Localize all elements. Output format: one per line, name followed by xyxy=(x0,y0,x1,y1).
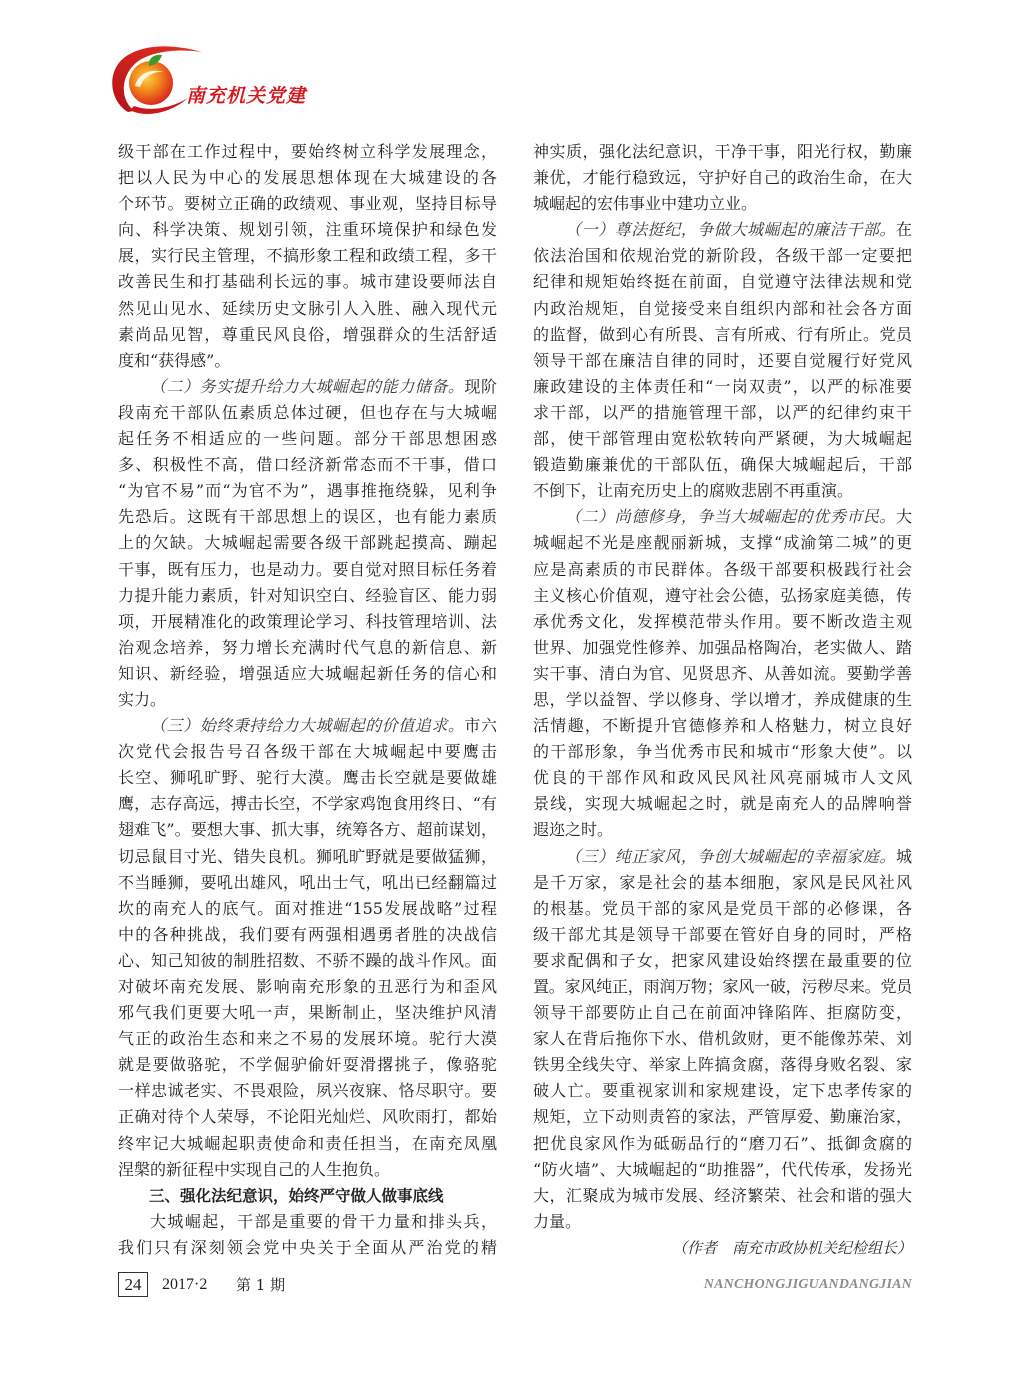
text-line: 世界、加强党性修养、加强品格陶冶，老实做人、踏 xyxy=(533,637,912,657)
text-line: 主义核心价值观，遵守社会公德，弘扬家庭美德，传 xyxy=(533,585,912,605)
text-line: 力提升能力素质，针对知识空白、经验盲区、能力弱 xyxy=(118,585,497,605)
text-line: 个环节。要树立正确的政绩观、事业观，坚持目标导 xyxy=(118,194,497,214)
text-line: 起任务不相适应的一些问题。部分干部思想困惑 xyxy=(118,429,497,449)
text-run: 市六 xyxy=(464,716,497,736)
text-line: 素尚品见智，尊重民风良俗，增强群众的生活舒适 xyxy=(118,324,497,344)
paragraph-first-line xyxy=(533,217,912,243)
text-line: 内政治规矩，自觉接受来自组织内部和社会各方面 xyxy=(533,298,912,318)
text-line: 一样忠诚老实、不畏艰险，夙兴夜寐、恪尽职守。要 xyxy=(118,1081,497,1101)
text-line: 思，学以益智、学以修身、学以增才，养成健康的生 xyxy=(533,689,912,709)
text-line: 的根基。党员干部的家风是党员干部的必修课，各 xyxy=(533,898,912,918)
text-line: 度和“获得感”。 xyxy=(118,350,231,370)
text-line: 心、知己知彼的制胜招数、不骄不躁的战斗作风。面 xyxy=(118,950,497,970)
paragraph-first-line xyxy=(533,504,912,530)
paragraph-first-line: 级干部在工作过程中，要始终树立科学发展理念， xyxy=(118,142,497,161)
text-line: 部，使干部管理由宽松软转向严紧硬，为大城崛起 xyxy=(533,429,912,449)
text-run: 大 xyxy=(895,507,912,527)
text-line: 把优良家风作为砥砺品行的“磨刀石”、抵御贪腐的 xyxy=(533,1133,912,1153)
text-line: 领导干部在廉洁自律的同时，还要自觉履行好党风 xyxy=(533,350,912,370)
footer-wordmark: NANCHONGJIGUANDANGJIAN xyxy=(703,1277,912,1292)
text-line: 规矩，立下动则责笞的家法，严管厚爱、勤廉治家， xyxy=(533,1107,912,1127)
paragraph-first-line xyxy=(533,844,912,870)
text-line: 把以人民为中心的发展思想体现在大城建设的各 xyxy=(118,168,497,188)
text-line: 坎的南充人的底气。面对推进“155发展战略”过程 xyxy=(118,898,497,918)
text-line: 先恐后。这既有干部思想上的误区，也有能力素质 xyxy=(118,507,497,527)
text-line: 纪律和规矩始终挺在前面，自觉遵守法律法规和党 xyxy=(533,272,912,292)
text-line: 然见山见水、延续历史文脉引人入胜、融入现代元 xyxy=(118,298,497,318)
text-line: 对破坏南充发展、影响南充形象的丑恶行为和歪风 xyxy=(118,977,497,996)
text-line: 遐迩之时。 xyxy=(533,820,614,840)
text-line: 求干部，以严的措施管理干部，以严的纪律约束干 xyxy=(533,402,912,422)
text-line: 铁男全线失守、举家上阵搞贪腐，落得身败名裂、家 xyxy=(533,1055,912,1075)
text-line: 城崛起不光是座靓丽新城，支撑“成渝第二城”的更 xyxy=(533,533,912,553)
text-line: 破人亡。要重视家训和家规建设，定下忠孝传家的 xyxy=(533,1081,912,1101)
text-line: 改善民生和打基础利长远的事。城市建设要师法自 xyxy=(118,272,497,292)
text-line: 翅难飞”。要想大事、抓大事，统筹各方、超前谋划， xyxy=(118,820,497,840)
text-run: 城 xyxy=(895,846,912,866)
paragraph-first-line: 神实质，强化法纪意识，干净干事，阳光行权，勤廉 xyxy=(533,142,912,161)
text-line: 鹰，志存高远，搏击长空，不学家鸡饱食用终日、“有 xyxy=(118,794,497,814)
text-line: 涅槃的新征程中实现自己的人生抱负。 xyxy=(118,1159,391,1179)
text-line: 依法治国和依规治党的新阶段，各级干部一定要把 xyxy=(533,246,912,266)
text-line: 邪气我们更要大吼一声，果断制止，坚决维护风清 xyxy=(118,1003,497,1023)
text-line: 应是高素质的市民群体。各级干部要积极践行社会 xyxy=(533,559,912,579)
text-line: 多、积极性不高，借口经济新常态而不干事，借口 xyxy=(118,455,497,475)
text-line: 不倒下，让南充历史上的腐败悲剧不再重演。 xyxy=(533,481,854,501)
text-line: 大，汇聚成为城市发展、经济繁荣、社会和谐的强大 xyxy=(533,1185,912,1205)
text-line: 要求配偶和子女，把家风建设始终摆在最重要的位 xyxy=(533,950,912,970)
subsection-title: （三）始终秉持给力大城崛起的价值追求。 xyxy=(150,716,465,736)
text-line: 实干事、清白为官、见贤思齐、从善如流。要勤学善 xyxy=(533,663,912,683)
text-line: 的干部形象，争当优秀市民和城市“形象大使”。以 xyxy=(533,742,912,762)
text-line: 段南充干部队伍素质总体过硬，但也存在与大城崛 xyxy=(118,402,497,422)
text-line: “防火墙”、大城崛起的“助推器”，代代传承，发扬光 xyxy=(533,1159,912,1179)
text-run: 现阶 xyxy=(464,376,497,396)
text-line: 气正的政治生态和来之不易的发展环境。驼行大漠 xyxy=(118,1029,497,1049)
text-line: 领导干部要防止自己在前面冲锋陷阵、拒腐防变， xyxy=(533,1003,912,1023)
text-line: 家人在背后拖你下水、借机敛财，更不能像苏荣、刘 xyxy=(533,1029,912,1049)
text-line: 实力。 xyxy=(118,689,167,709)
text-line: 置。家风纯正，雨润万物；家风一破，污秽尽来。党员 xyxy=(533,977,912,996)
subsection-title: （二）尚德修身，争当大城崛起的优秀市民。 xyxy=(565,507,896,527)
text-line: 的监督，做到心有所畏、言有所戒、行有所止。党员 xyxy=(533,324,912,344)
text-line: 活情趣，不断提升官德修养和人格魅力，树立良好 xyxy=(533,716,912,736)
text-line: 廉政建设的主体责任和“一岗双责”，以严的标准要 xyxy=(533,376,912,396)
text-line: 中的各种挑战，我们要有两强相遇勇者胜的决战信 xyxy=(118,924,497,944)
text-line: 就是要做骆驼，不学倔驴偷奸耍滑撂挑子，像骆驼 xyxy=(118,1055,497,1075)
text-line: 知识、新经验，增强适应大城崛起新任务的信心和 xyxy=(118,663,497,683)
subsection-title: （一）尊法挺纪，争做大城崛起的廉洁干部。 xyxy=(565,220,896,240)
section-heading: 三、强化法纪意识，始终严守做人做事底线 xyxy=(149,1186,444,1205)
text-line: 终牢记大城崛起职责使命和责任担当，在南充凤凰 xyxy=(118,1133,497,1153)
text-line: 锻造勤廉兼优的干部队伍，确保大城崛起后，干部 xyxy=(533,455,912,475)
text-line: 我们只有深刻领会党中央关于全面从严治党的精 xyxy=(118,1237,497,1257)
paragraph-first-line xyxy=(118,713,497,739)
text-run: 在 xyxy=(895,220,912,240)
subsection-title: （二）务实提升给力大城崛起的能力储备。 xyxy=(150,376,465,396)
text-line: 正确对待个人荣辱，不论阳光灿烂、风吹雨打，都始 xyxy=(118,1107,497,1127)
text-line: 景线，实现大城崛起之时，就是南充人的品牌响誉 xyxy=(533,794,912,814)
author-byline: （作者 南充市政协机关纪检组长） xyxy=(671,1239,912,1257)
text-line: 是千万家，家是社会的基本细胞，家风是民风社风 xyxy=(533,872,912,892)
article-column-right xyxy=(533,139,912,1235)
text-line: 力量。 xyxy=(533,1211,582,1231)
subsection-title: （三）纯正家风，争创大城崛起的幸福家庭。 xyxy=(565,846,896,866)
page-number: 24 xyxy=(118,1272,148,1297)
text-line: 项，开展精准化的政策理论学习、科技管理培训、法 xyxy=(118,611,497,631)
text-line: 治观念培养，努力增长充满时代气息的新信息、新 xyxy=(118,637,497,657)
paragraph-first-line xyxy=(118,374,497,400)
text-line: “为官不易”而“为官不为”，遇事推拖绕躲，见利争 xyxy=(118,481,497,501)
article-column-left xyxy=(118,139,497,1261)
text-line: 兼优，才能行稳致远，守护好自己的政治生命，在大 xyxy=(533,168,912,188)
text-line: 级干部尤其是领导干部要在管好自身的同时，严格 xyxy=(533,924,912,944)
text-line: 展，实行民主管理，不搞形象工程和政绩工程，多干 xyxy=(118,246,497,266)
issue-number: 第 1 期 xyxy=(236,1276,286,1294)
issue-date: 2017·2 xyxy=(162,1276,208,1293)
text-line: 次党代会报告号召各级干部在大城崛起中要鹰击 xyxy=(118,742,497,762)
text-line: 承优秀文化，发挥模范带头作用。要不断改造主观 xyxy=(533,611,912,631)
text-line: 城崛起的宏伟事业中建功立业。 xyxy=(533,194,758,214)
text-line: 优良的干部作风和政风民风社风亮丽城市人文风 xyxy=(533,768,912,788)
text-line: 不当睡狮，要吼出雄风，吼出士气，吼出已经翻篇过 xyxy=(118,872,497,892)
text-line: 长空、狮吼旷野、驼行大漠。鹰击长空就是要做雄 xyxy=(118,768,497,788)
magazine-brand-title: 南充机关党建 xyxy=(186,85,307,107)
text-line: 切忌鼠目寸光、错失良机。狮吼旷野就是要做猛狮， xyxy=(118,846,497,866)
paragraph-first-line: 大城崛起，干部是重要的骨干力量和排头兵， xyxy=(150,1211,497,1231)
text-line: 向、科学决策、规划引领，注重环境保护和绿色发 xyxy=(118,220,497,240)
text-line: 上的欠缺。大城崛起需要各级干部跳起摸高、蹦起 xyxy=(118,533,497,553)
text-line: 干事，既有压力，也是动力。要自觉对照目标任务着 xyxy=(118,559,497,579)
